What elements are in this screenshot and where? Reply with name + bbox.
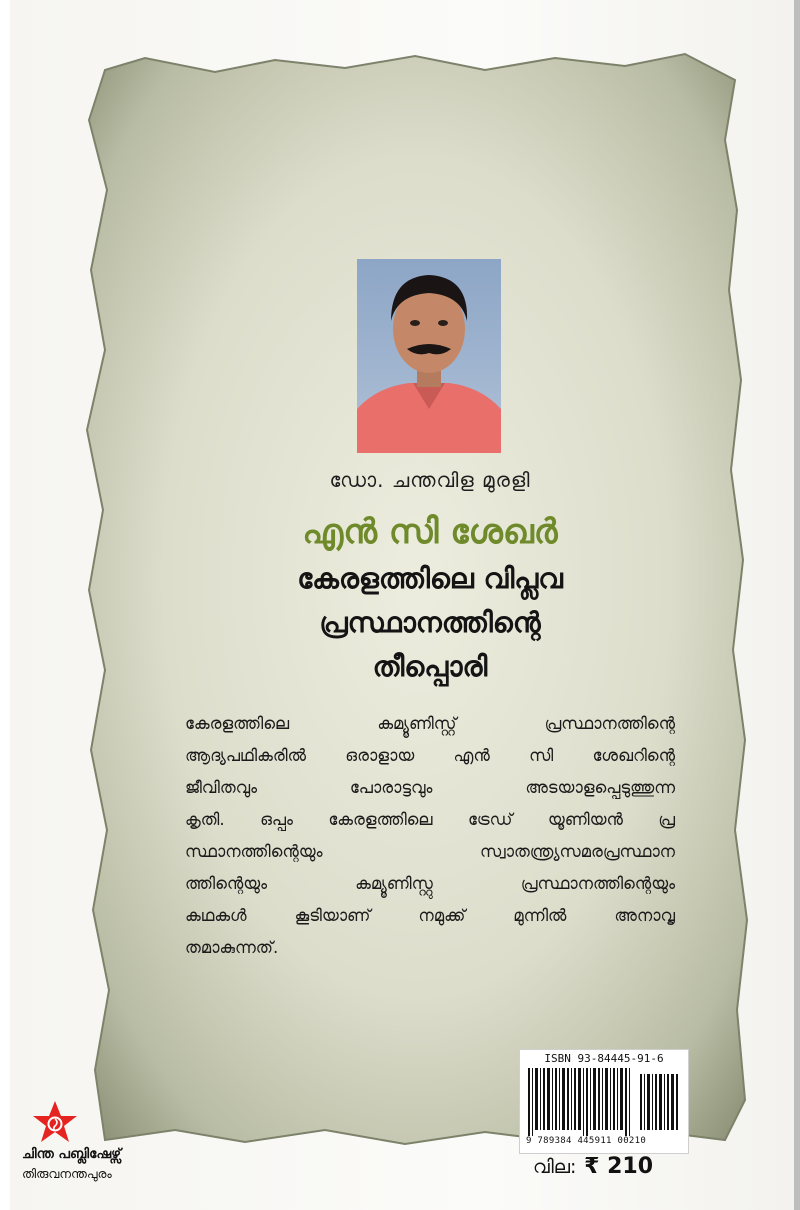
blurb-line: സ്ഥാനത്തിന്റെയും സ്വാതന്ത്ര്യസമരപ്രസ്ഥാന [185,842,675,861]
blurb-line: ആദ്യപഥികരിൽ ഒരാളായ എൻ സി ശേഖറിന്റെ [185,746,675,765]
cover-edge [794,0,800,1210]
parchment-shape [85,50,750,1145]
price-amount: 210 [607,1154,654,1179]
blurb-line: കൃതി. ഒപ്പം കേരളത്തിലെ ട്രേഡ് യൂണിയൻ പ്ര [185,810,675,829]
publisher-name: ചിന്ത പബ്ലിഷേഴ്സ് [22,1146,122,1162]
author-name: ഡോ. ചന്തവിള മുരളി [329,468,531,492]
blurb-line: ത്തിന്റെയും കമ്യൂണിസ്റ്റു പ്രസ്ഥാനത്തിന്റെയും [185,874,675,893]
subtitle-line: കേരളത്തിലെ വിപ്ലവ [297,562,563,595]
blurb-line: ജീവിതവും പോരാട്ടവും അടയാളപ്പെടുത്തുന്ന [185,778,675,797]
book-title: എൻ സി ശേഖർ [302,512,558,552]
price-label: വില: [533,1156,577,1178]
author-photo [357,259,501,453]
blurb-line: കഥകൾ കൂടിയാണ് നമുക്ക് മുന്നിൽ അനാവൃ [185,906,675,925]
barcode-icon [528,1068,680,1136]
blurb-line: തമാകുന്നത്. [185,938,279,957]
author-portrait-illustration [357,259,501,453]
price [533,1154,693,1179]
rupee-icon: ₹ [584,1154,600,1179]
blurb-paragraph [185,708,675,964]
subtitle-line: തീപ്പൊരി [372,650,488,683]
parchment-background [85,50,750,1145]
blurb-line: കേരളത്തിലെ കമ്യൂണിസ്റ്റ് പ്രസ്ഥാനത്തിന്റെ [185,714,675,733]
publisher-star-logo-icon [32,1100,78,1144]
isbn-number: ISBN 93-84445-91-6 [544,1052,664,1065]
publisher-city: തിരുവനന്തപുരം [22,1166,112,1181]
subtitle-line: പ്രസ്ഥാനത്തിന്റെ [319,606,541,639]
isbn-barcode-box [519,1049,689,1154]
barcode-digits: 9 789384 445911 00210 [526,1136,647,1146]
